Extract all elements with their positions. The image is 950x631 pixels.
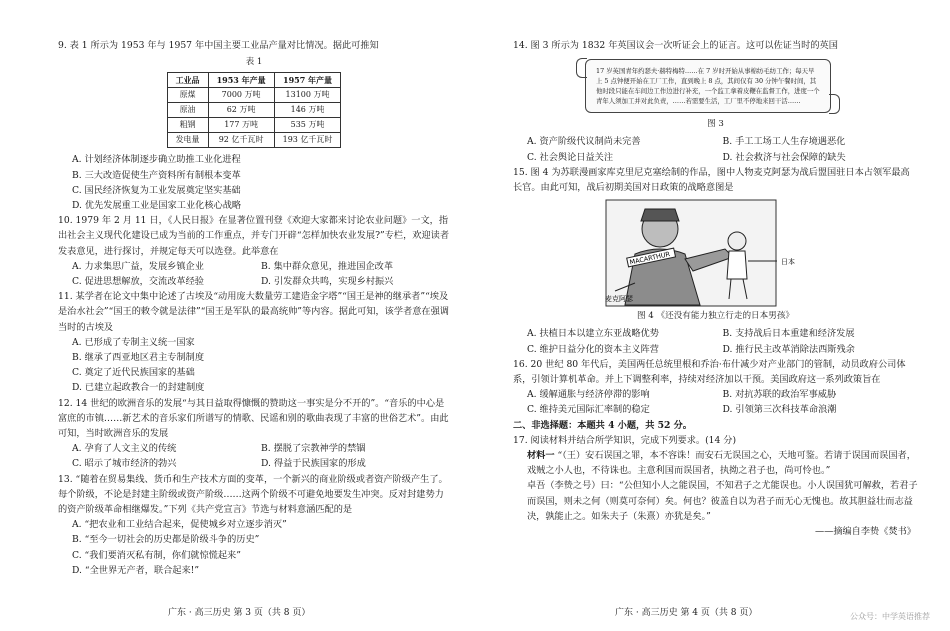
material-1 (513, 448, 918, 478)
q12-option-a: A. 孕育了人文主义的传统 (72, 443, 177, 455)
right-column (513, 38, 918, 539)
cartoon-label-japan: 日本 (781, 258, 795, 267)
q11-option-d: D. 已建立起政教合一的封建制度 (72, 382, 205, 394)
page-4-footer: 广东 · 高三历史 第 4 页（共 8 页） (615, 608, 758, 618)
question-17-stem: 17. 阅读材料并结合所学知识，完成下列要求。(14 分) (513, 434, 737, 446)
table-cell: 13100 万吨 (274, 88, 341, 103)
table-row (167, 118, 341, 133)
q9-option-b: B. 三大改造促使生产资料所有制根本变革 (72, 169, 241, 181)
cartoon-illustration (605, 199, 805, 307)
q12-option-b: B. 摆脱了宗教神学的禁锢 (261, 443, 366, 455)
q16-option-a: A. 缓解通胀与经济停滞的影响 (527, 389, 650, 401)
q11-option-c: C. 奠定了近代民族国家的基础 (72, 367, 195, 379)
q14-option-b: B. 手工工场工人生存境遇恶化 (722, 136, 846, 148)
q9-option-c: C. 国民经济恢复为工业发展奠定坚实基础 (72, 184, 241, 196)
q14-option-a: A. 资产阶级代议制尚未完善 (527, 136, 641, 148)
q14-options (513, 134, 918, 164)
table-cell: 原煤 (167, 88, 208, 103)
question-14-stem: 14. 图 3 所示为 1832 年英国议会一次听证会上的证言。这可以佐证当时的英国 (513, 40, 838, 51)
table-row (167, 103, 341, 118)
q12-options (58, 441, 450, 471)
figure-3-caption: 图 3 (707, 119, 724, 130)
q13-option-d: D. “全世界无产者，联合起来!” (72, 564, 200, 576)
q10-option-d: D. 引发群众共鸣，实现乡村振兴 (261, 276, 394, 288)
question-10-stem: 10. 1979 年 2 月 11 日，《人民日报》在显著位置刊登《欢迎大家都来讨论农业问题》一文，指出社会主义现代化建设已成为当前的工作重点，并专门开辟“怎样加快农业发展?”专栏，欢迎读者发表意见，进行探讨，并规定每天可以选登。此举意在 (58, 215, 450, 257)
q14-option-c: C. 社会舆论日益关注 (527, 151, 614, 163)
table-row (167, 88, 341, 103)
question-9-stem: 9. 表 1 所示为 1953 年与 1957 年中国主要工业品产量对比情况。据此可推知 (58, 40, 379, 51)
q12-option-d: D. 得益于民族国家的形成 (261, 458, 366, 470)
table-cell: 535 万吨 (274, 118, 341, 133)
page-3-footer: 广东 · 高三历史 第 3 页（共 8 页） (168, 608, 311, 618)
table-cell: 177 万吨 (208, 118, 274, 133)
table-cell: 92 亿千瓦时 (208, 133, 274, 148)
cartoon-label-macarthur-cn: 麦克阿瑟 (605, 295, 633, 304)
q9-option-a: A. 计划经济体制逐步确立助推工业化进程 (72, 154, 241, 166)
section-2-heading: 二、非选择题：本题共 4 小题，共 52 分。 (513, 419, 692, 431)
q10-option-c: C. 促进思想解放，交流改革经验 (72, 276, 204, 288)
production-table (167, 72, 342, 148)
question-11-stem: 11. 某学者在论文中集中论述了古埃及“动用庞大数量劳工建造金字塔”“国王是神的继承者”“埃及是治水社会”“国王的敕令就是法律”“国王是军队的最高统帅”等内容。据此可知，该学者意在强调当时的古埃及 (58, 291, 449, 333)
table-cell: 发电量 (167, 133, 208, 148)
table-cell: 粗钢 (167, 118, 208, 133)
q16-option-b: B. 对抗苏联的政治军事威胁 (722, 389, 837, 401)
q15-options (513, 326, 918, 356)
q10-option-b: B. 集中群众意见，推进国企改革 (261, 260, 394, 272)
table-cell: 146 万吨 (274, 103, 341, 118)
table-header-row (167, 73, 341, 88)
table-header: 工业品 (167, 73, 208, 88)
q9-option-d: D. 优先发展重工业是国家工业化核心战略 (72, 200, 242, 212)
table-1-caption: 表 1 (245, 57, 263, 68)
q15-option-a: A. 扶植日本以建立东亚战略优势 (527, 328, 659, 340)
table-cell: 193 亿千瓦时 (274, 133, 341, 148)
q10-options (58, 259, 450, 289)
q11-option-a: A. 已形成了专制主义统一国家 (72, 336, 195, 348)
q16-option-c: C. 维持美元国际汇率制的稳定 (527, 404, 650, 416)
table-cell: 原油 (167, 103, 208, 118)
testimony-scroll: 17 岁英国青年约瑟夫·赫特梅特……在 7 岁时开始从事棉纺毛纺工作；每天早上 5 点钟便开始在工厂工作，直到晚上 8 点，其间仅有 30 分钟午餐时间，其他时段只能在车间边工作边进行补充，一个监工拿着皮鞭在监督工作，进度一个青年人须加工并对此负责，……若需要生活，工厂里不停地来回干活…… (585, 59, 831, 113)
q12-option-c: C. 昭示了城市经济的勃兴 (72, 458, 177, 470)
watermark: 公众号：中学英语推荐 (850, 612, 930, 621)
q15-option-c: C. 维护日益分化的资本主义阵营 (527, 343, 659, 355)
material-1-source: ——摘编自李贽《焚书》 (814, 526, 916, 538)
material-1-quote: 卓吾（李贽之号）曰：“公但知小人之能误国，不知君子之尤能误也。小人误国犹可解救，若君子而误国，则未之何（则莫可奈何）矣。何也？彼盖自以为君子而无心无愧也。故其胆益壮而志益决，孰能止之。如朱夫子（朱熹）亦犹是矣。” (527, 480, 918, 522)
material-1-text: “（王）安石误国之罪，本不容诛！而安石无误国之心，天地可鉴。若请于误国而误国者，戏贼之小人也，不待诛也。主意利国而误国者，执拗之君子也，尚可怜也。” (527, 450, 916, 477)
table-cell: 62 万吨 (208, 103, 274, 118)
q10-option-a: A. 力求集思广益，发展乡镇企业 (72, 260, 204, 272)
left-column (58, 38, 450, 578)
q13-option-b: B. “至今一切社会的历史都是阶级斗争的历史” (72, 534, 260, 546)
q13-option-c: C. “我们要消灭私有制，你们就惊慌起来” (72, 549, 241, 561)
figure-4-caption: 图 4 《还没有能力独立行走的日本男孩》 (636, 311, 795, 322)
cartoon-figure (605, 199, 805, 307)
table-header: 1957 年产量 (274, 73, 341, 88)
question-13-stem: 13. “随着在贸易集线、货币和生产技术方面的变革，一个新兴的商业阶级或者资产阶级产生了。每个阶级，不论是封建主阶级或资产阶级……这两个阶级不可避免地要发生冲突。反对封建势力的资产阶级革命相继爆发。”下列《共产党宣言》节选与材料意涵匹配的是 (58, 473, 448, 516)
q15-option-d: D. 推行民主改革消除法西斯残余 (722, 343, 855, 355)
q13-option-a: A. “把农业和工业结合起来，促使城乡对立逐步消灭” (72, 519, 287, 531)
question-16-stem: 16. 20 世纪 80 年代后，美国两任总统里根和乔治·布什减少对产业部门的管制，动员政府公司体系，引领计算机革命。并上下调整利率，持续对经济加以干预。美国政府这一系列政策旨在 (513, 358, 906, 386)
material-1-label: 材料一 (527, 450, 555, 462)
question-12-stem: 12. 14 世纪的欧洲音乐的发展“与其日益取得慷慨的赞助这一事实是分不开的”。“音乐的中心是富庶的市镇……新艺术的音乐家们所谱写的情歌、民谣和别的歌曲表现了丰富的世俗艺术”。由此可知，当时欧洲音乐的发展 (58, 397, 449, 440)
q15-option-b: B. 支持战后日本重建和经济发展 (722, 328, 855, 340)
table-header: 1953 年产量 (208, 73, 274, 88)
cartoon-label-macarthur: MACARTHUR (628, 250, 671, 267)
table-cell: 7000 万吨 (208, 88, 274, 103)
table-row (167, 133, 341, 148)
question-15-stem: 15. 图 4 为苏联漫画家库克里尼克塞绘制的作品，图中人物麦克阿瑟为战后盟国驻日本占领军最高长官。由此可知，战后初期美国对日政策的战略意图是 (513, 166, 910, 194)
q14-option-d: D. 社会救济与社会保障的缺失 (722, 151, 846, 163)
page-4 (475, 0, 950, 631)
q11-option-b: B. 继承了西亚地区君主专制制度 (72, 352, 205, 364)
q16-option-d: D. 引领第三次科技革命浪潮 (722, 404, 837, 416)
q16-options (513, 387, 918, 417)
